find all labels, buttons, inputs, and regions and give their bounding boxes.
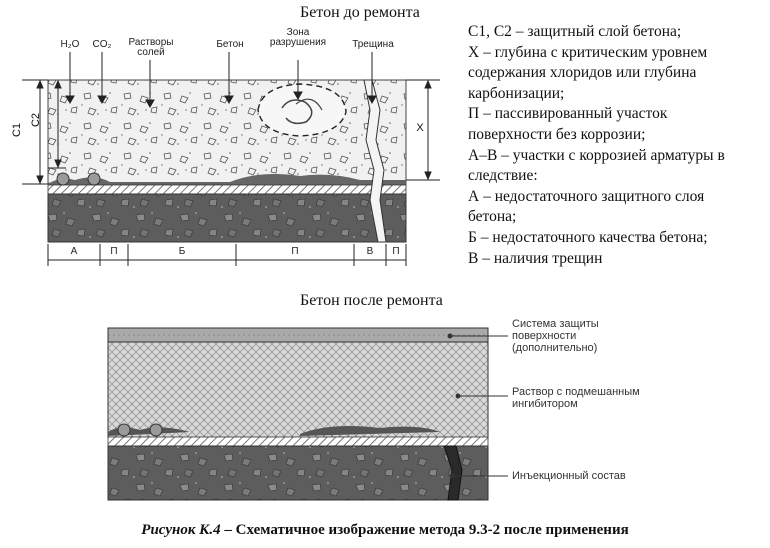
- segment-b: Б: [178, 246, 186, 257]
- dim-c1: C1: [11, 122, 23, 138]
- label-injection: Инъекционный состав: [512, 470, 626, 482]
- label-salts: Растворы солей: [128, 37, 174, 58]
- label-co2: CO₂: [92, 39, 112, 50]
- figure-caption: [0, 522, 770, 539]
- substrate-concrete-layer: [48, 194, 406, 242]
- legend-line: С1, С2 – защитный слой бетона;: [468, 23, 682, 40]
- legend-line: П – пассивированный участок: [468, 105, 668, 123]
- label-concrete: Бетон: [216, 39, 244, 50]
- legend-line: содержания хлоридов или глубина: [468, 64, 697, 82]
- segment-p1: П: [110, 246, 118, 257]
- substrate-after: [108, 446, 488, 500]
- label-mortar-inhibitor: Раствор с подмешанным ингибитором: [512, 386, 640, 410]
- label-destruction-zone: Зона разрушения: [269, 27, 327, 48]
- segment-v: В: [366, 246, 374, 257]
- rebar-band: [48, 185, 406, 194]
- legend: [468, 22, 768, 269]
- label-protection-system: Система защиты поверхности (дополнительно): [512, 318, 599, 354]
- rebar-bar-1: [57, 173, 69, 185]
- rebar-bar-2: [88, 173, 100, 185]
- caption-text: – Схематичное изображение метода 9.3-2 после применения: [220, 522, 629, 538]
- caption-prefix: Рисунок К.4: [141, 522, 221, 538]
- title-after-repair: Бетон после ремонта: [300, 292, 443, 309]
- legend-line: А–В – участки с коррозией арматуры в: [468, 146, 725, 164]
- rebar-band-after: [108, 437, 488, 446]
- legend-line: В – наличия трещин: [468, 249, 603, 267]
- dim-x: X: [416, 122, 424, 134]
- title-before-repair: Бетон до ремонта: [300, 4, 420, 21]
- segment-a: А: [70, 246, 78, 257]
- segment-p2: П: [291, 246, 299, 257]
- legend-line: поверхности без коррозии;: [468, 125, 646, 143]
- legend-line: Х – глубина с критическим уровнем: [468, 43, 708, 61]
- mortar-layer: [108, 342, 488, 438]
- label-h2o: H₂O: [60, 39, 80, 50]
- legend-line: карбонизации;: [468, 84, 565, 102]
- legend-line: А – недостаточного защитного слоя: [468, 187, 705, 205]
- legend-line: бетона;: [468, 208, 517, 226]
- legend-line: следствие:: [468, 167, 538, 185]
- segment-p3: П: [392, 246, 400, 257]
- dim-c2: C2: [30, 112, 42, 128]
- legend-line: Б – недостаточного качества бетона;: [468, 228, 708, 246]
- label-crack: Трещина: [352, 39, 394, 50]
